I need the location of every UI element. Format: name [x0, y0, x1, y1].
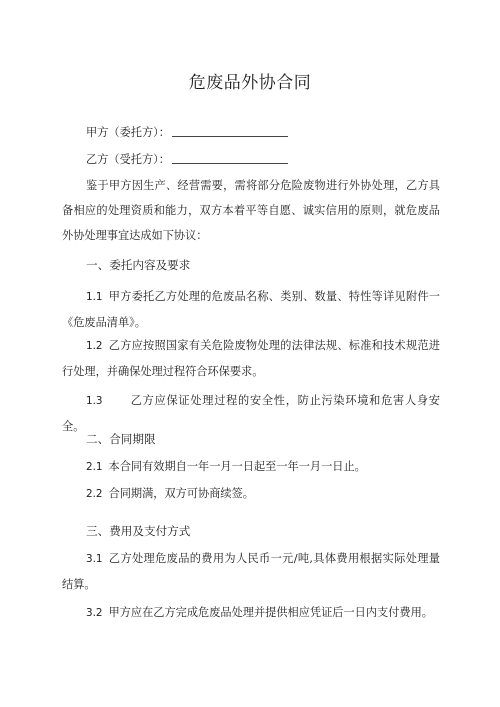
section-heading-2: 二、合同期限	[86, 432, 156, 446]
party-a-blank	[172, 136, 288, 137]
party-b-label: 乙方（受托方）：	[86, 153, 170, 166]
preamble-paragraph: 鉴于甲方因生产、经营需要，需将部分危险废物进行外协处理，乙方具备相应的处理资质和能力，双方本着平等自愿、诚实信用的原则，就危废品外协处理事宜达成如下协议：	[62, 179, 440, 242]
clause-number: 2.2	[86, 488, 103, 500]
clause-text: 乙方应保证处理过程的安全性，防止污染环境和危害人身安全。	[62, 394, 440, 433]
section-heading-3: 三、费用及支付方式	[86, 524, 191, 538]
clause-number: 1.3	[86, 395, 103, 407]
clause-2-2	[62, 481, 440, 507]
clause-number: 3.1	[86, 553, 103, 565]
clause-3-1	[62, 546, 440, 597]
clause-1-2	[62, 333, 440, 384]
clause-number: 1.1	[86, 291, 103, 303]
clause-text: 甲方委托乙方处理的危废品名称、类别、数量、特性等详见附件一《危废品清单》。	[62, 290, 440, 329]
section-heading-1: 一、委托内容及要求	[86, 258, 191, 272]
clause-text: 本合同有效期自一年一月一日起至一年一月一日止。	[108, 460, 366, 473]
party-a-line	[86, 124, 288, 140]
clause-number: 2.1	[86, 461, 103, 473]
clause-text: 合同期满，双方可协商续签。	[108, 487, 254, 500]
clause-3-2	[62, 600, 440, 626]
clause-text: 乙方处理危废品的费用为人民币一元/吨,具体费用根据实际处理量结算。	[62, 552, 440, 591]
party-b-blank	[172, 163, 288, 164]
party-a-label: 甲方（委托方）：	[86, 126, 170, 139]
document-title: 危废品外协合同	[188, 73, 312, 93]
clause-number: 3.2	[86, 607, 103, 619]
party-b-line	[86, 151, 288, 167]
clause-2-1	[62, 454, 440, 480]
clause-text: 乙方应按照国家有关危险废物处理的法律法规、标准和技术规范进行处理，并确保处理过程符合环保要求。	[62, 339, 440, 378]
clause-1-1	[62, 284, 440, 335]
clause-text: 甲方应在乙方完成危废品处理并提供相应凭证后一日内支付费用。	[108, 606, 433, 619]
clause-number: 1.2	[86, 340, 103, 352]
